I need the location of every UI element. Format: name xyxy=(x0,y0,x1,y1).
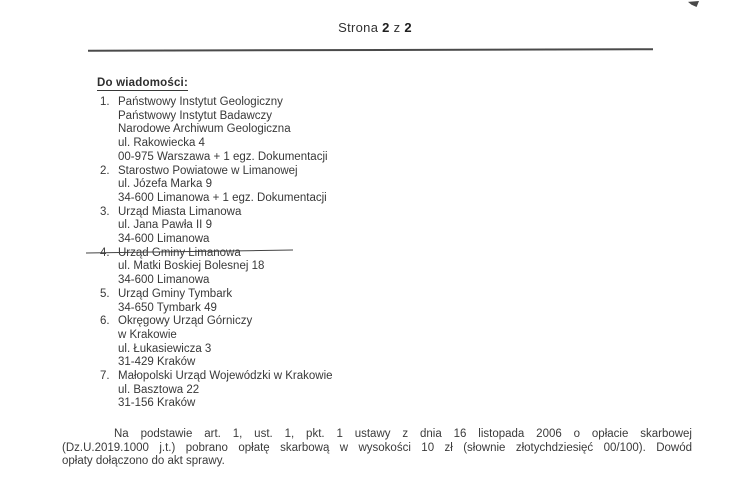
item-line: Małopolski Urząd Wojewódzki w Krakowie xyxy=(118,370,333,383)
item-line: ul. Basztowa 22 xyxy=(118,383,200,396)
header-divider xyxy=(88,48,653,51)
item-line: ul. Jana Pawła II 9 xyxy=(118,219,212,232)
item-line: 34-600 Limanowa xyxy=(118,233,210,246)
recipients-section xyxy=(97,73,750,411)
item-lines xyxy=(118,247,750,288)
item-line: w Krakowie xyxy=(118,328,177,341)
list-item xyxy=(97,206,750,247)
legal-paragraph-line: (Dz.U.2019.1000 j.t.) pobrano opłatę skarbową w wysokości 10 zł (słownie złotychdziesięć 00/100). Dowód xyxy=(62,441,692,454)
item-number: 3. xyxy=(100,205,110,218)
list-item xyxy=(97,165,750,206)
item-line: 31-156 Kraków xyxy=(118,397,196,410)
item-lines xyxy=(118,370,750,411)
item-line: Państwowy Instytut Geologiczny xyxy=(118,96,283,108)
item-number: 2. xyxy=(100,164,110,177)
page-number-label: Strona 2 z 2 xyxy=(338,20,412,35)
list-item xyxy=(97,247,750,288)
item-number: 7. xyxy=(100,370,110,383)
page-header xyxy=(0,0,750,35)
item-line: Urząd Miasta Limanowa xyxy=(118,205,242,218)
item-line: ul. Matki Boskiej Bolesnej 18 xyxy=(118,260,265,273)
item-line: ul. Łukasiewicza 3 xyxy=(118,342,212,355)
item-number: 6. xyxy=(100,315,110,328)
list-item xyxy=(97,370,750,411)
recipients-heading: Do wiadomości: xyxy=(97,77,188,89)
legal-paragraph xyxy=(62,428,692,469)
legal-paragraph-line: Na podstawie art. 1, ust. 1, pkt. 1 ustawy z dnia 16 listopada 2006 o opłacie skarbowej xyxy=(114,428,692,441)
item-line: 31-429 Kraków xyxy=(118,356,196,369)
item-line: ul. Józefa Marka 9 xyxy=(118,178,212,191)
item-line: 34-600 Limanowa + 1 egz. Dokumentacji xyxy=(118,191,327,204)
item-number: 4. xyxy=(100,246,110,259)
item-number: 5. xyxy=(100,287,110,300)
item-line: Narodowe Archiwum Geologiczna xyxy=(118,123,291,136)
recipients-list xyxy=(97,96,750,411)
item-lines xyxy=(118,165,750,206)
item-lines xyxy=(118,315,750,370)
item-lines xyxy=(118,288,750,315)
item-lines xyxy=(118,96,750,165)
item-line: Okręgowy Urząd Górniczy xyxy=(118,315,253,328)
item-line: 00-975 Warszawa + 1 egz. Dokumentacji xyxy=(118,150,328,163)
list-item xyxy=(97,288,750,315)
list-item xyxy=(97,96,750,165)
item-line: 34-600 Limanowa xyxy=(118,274,210,287)
item-lines xyxy=(118,206,750,247)
item-line: Urząd Gminy Tymbark xyxy=(118,287,233,300)
item-number: 1. xyxy=(100,96,110,108)
item-line: Starostwo Powiatowe w Limanowej xyxy=(118,164,298,177)
item-line: Urząd Gminy Limanowa xyxy=(118,246,241,259)
list-item xyxy=(97,315,750,370)
item-line: Państwowy Instytut Badawczy xyxy=(118,109,273,122)
item-line: ul. Rakowiecka 4 xyxy=(118,137,205,150)
item-line: 34-650 Tymbark 49 xyxy=(118,301,217,314)
legal-paragraph-line: opłaty dołączono do akt sprawy. xyxy=(62,455,225,468)
